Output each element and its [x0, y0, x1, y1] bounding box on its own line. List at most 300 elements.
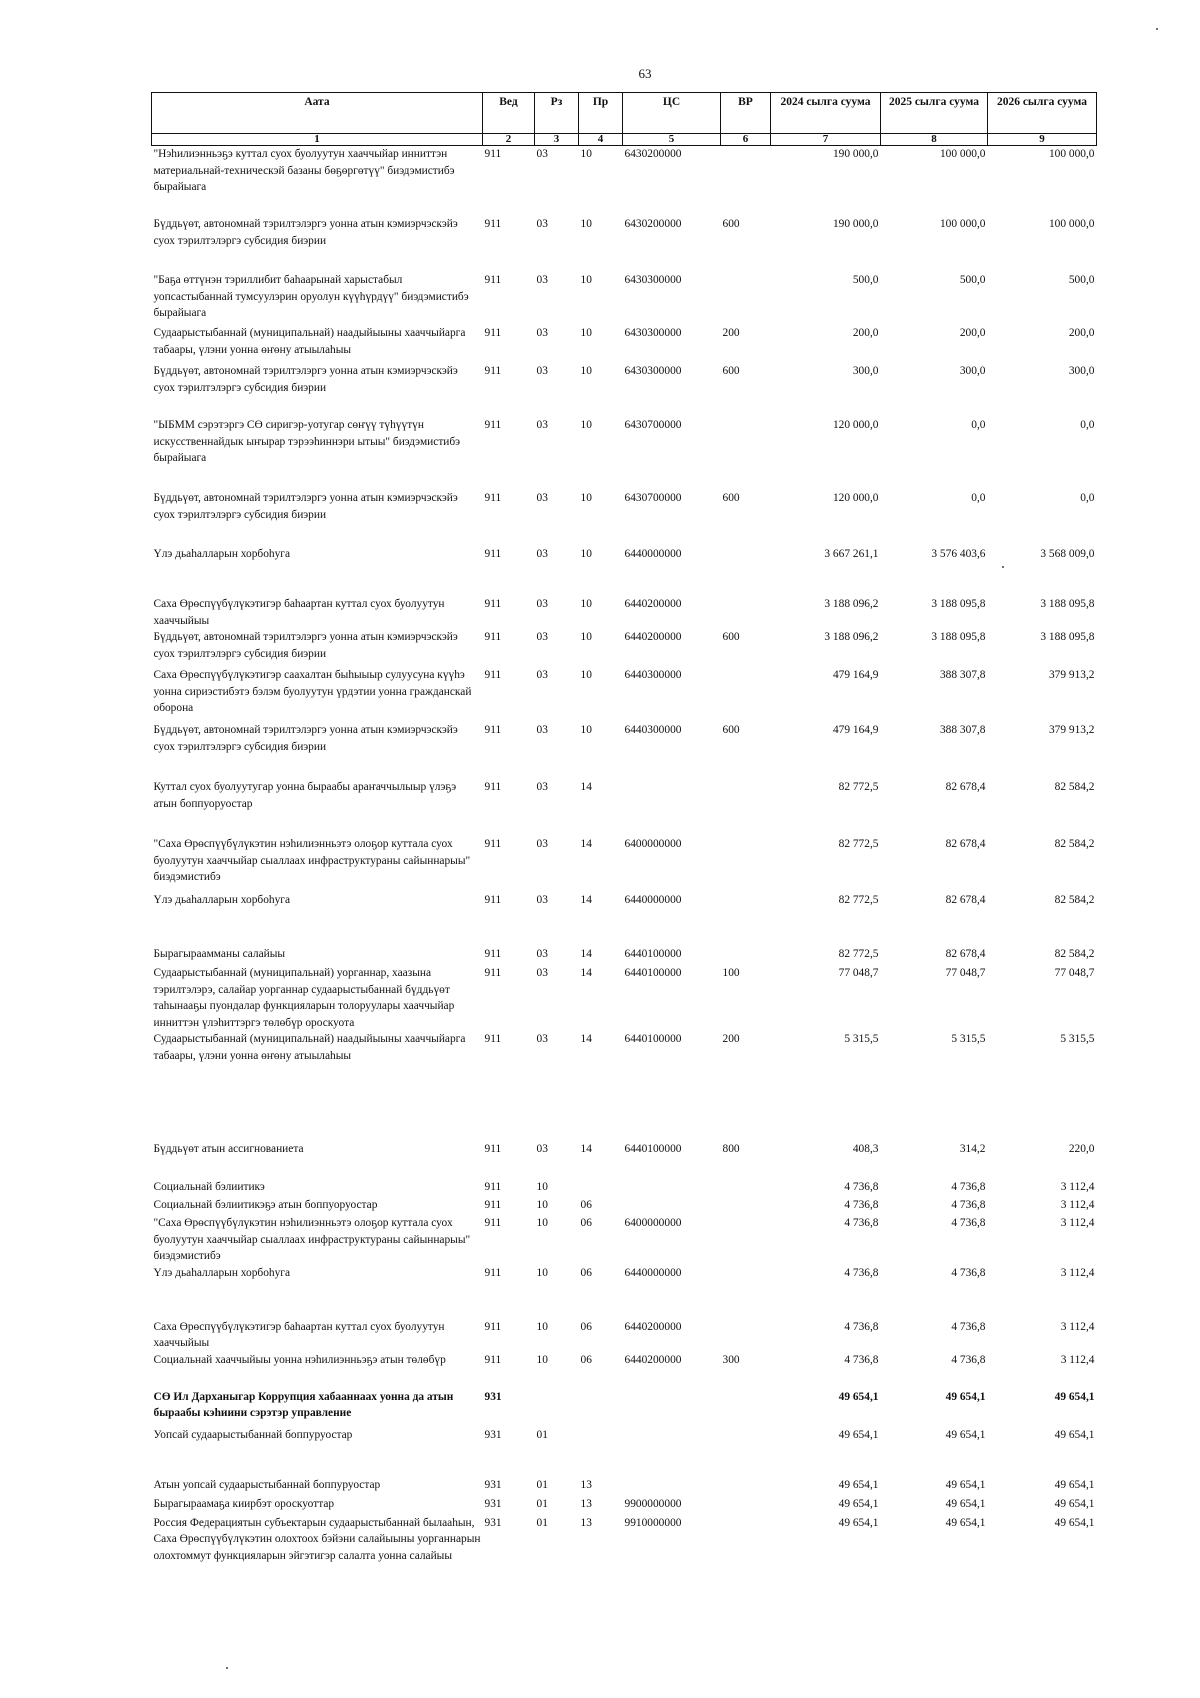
cell-2026: 3 112,4: [1060, 1320, 1095, 1333]
cell-cs: 6440000000: [624, 548, 682, 560]
cell-rz: 01: [536, 1516, 548, 1529]
cell-rz: 10: [536, 1199, 548, 1212]
cell-vr: [721, 1197, 771, 1215]
cell-2024: 4 736,8: [844, 1199, 879, 1212]
cell-pr: [579, 1179, 623, 1197]
cell-ved: 911: [484, 631, 502, 644]
cell-rz: 10: [536, 1266, 548, 1279]
table-row: [152, 946, 1097, 965]
cell-2024: 3 188 096,2: [824, 631, 879, 644]
cell-2025: 49 654,1: [945, 1390, 986, 1403]
cell-2025: 49 654,1: [945, 1516, 986, 1529]
cell-pr: 10: [580, 274, 592, 286]
cell-rz: 01: [536, 1497, 548, 1510]
column-number: 4: [579, 134, 623, 146]
scan-speck: [1002, 566, 1004, 568]
cell-2024: 200,0: [852, 327, 879, 339]
table-row: [152, 1215, 1097, 1265]
cell-cs: [623, 1179, 721, 1197]
cell-2024: 82 772,5: [838, 948, 879, 961]
table-row: [152, 1031, 1097, 1141]
column-header: ЦС: [623, 93, 721, 134]
cell-2025: 82 678,4: [945, 838, 986, 851]
cell-vr: [721, 1427, 771, 1477]
cell-2025: 49 654,1: [945, 1497, 986, 1510]
cell-cs: 6440200000: [624, 631, 682, 644]
cell-ved: 911: [484, 1217, 502, 1230]
column-number: 2: [483, 134, 535, 146]
cell-2025: 82 678,4: [945, 781, 986, 794]
cell-ved: 911: [484, 365, 502, 377]
cell-2026: 100 000,0: [1048, 148, 1095, 160]
cell-pr: 10: [580, 365, 592, 377]
cell-2025: 77 048,7: [945, 967, 986, 980]
cell-vr: 600: [722, 492, 740, 504]
table-header-row: [152, 93, 1097, 134]
cell-2024: 190 000,0: [832, 148, 879, 160]
table-row: [152, 1496, 1097, 1515]
cell-2026: 379 913,2: [1048, 669, 1095, 682]
cell-rz: 03: [536, 492, 548, 504]
cell-2025: 100 000,0: [939, 218, 986, 230]
column-number: 5: [623, 134, 721, 146]
row-name: Бүддьүөт, автономнай тэрилтэлэргэ уонна атын кэмиэрчэскэйэ суох тэрилтэлэргэ субсидия биэрии: [153, 631, 458, 660]
cell-cs: [623, 779, 721, 836]
cell-2024: 120 000,0: [832, 419, 879, 431]
cell-2025: 3 188 095,8: [931, 631, 986, 644]
column-number: 1: [152, 134, 483, 146]
table-row: [152, 722, 1097, 779]
table-row: [152, 1477, 1097, 1496]
row-name: Уопсай судаарыстыбаннай боппуруостар: [153, 1428, 353, 1441]
cell-rz: 10: [536, 1320, 548, 1333]
cell-2025: 0,0: [971, 419, 986, 431]
cell-rz: 03: [536, 1033, 548, 1046]
cell-rz: 03: [536, 148, 548, 160]
cell-2025: 500,0: [959, 274, 986, 286]
cell-ved: 911: [484, 669, 502, 682]
cell-rz: 03: [536, 967, 548, 980]
table-row: [152, 1515, 1097, 1565]
cell-2024: 77 048,7: [838, 967, 879, 980]
row-name: "Саха Өрөспүүбүлүкэтин нэһилиэнньэтэ олоҕор куттала суох буолуутун хааччыйар сыаллаах инфраструктураны сайыннарыы" биэдэмистибэ: [153, 838, 471, 884]
cell-pr: 10: [580, 631, 592, 644]
cell-rz: 03: [536, 598, 548, 610]
cell-cs: 9900000000: [624, 1497, 682, 1510]
cell-2024: 4 736,8: [844, 1181, 879, 1194]
cell-ved: 911: [484, 327, 502, 339]
cell-ved: 911: [484, 598, 502, 610]
cell-rz: 01: [536, 1428, 548, 1441]
cell-ved: 931: [484, 1428, 502, 1441]
cell-vr: [721, 892, 771, 946]
cell-rz: 03: [536, 781, 548, 794]
cell-vr: [721, 1265, 771, 1319]
cell-cs: 6430300000: [624, 327, 682, 339]
row-name: Социальнай хааччыйыы уонна нэһилиэнньэҕэ атын төлөбүр: [153, 1353, 446, 1366]
cell-ved: 911: [484, 1181, 502, 1194]
cell-2026: 3 112,4: [1060, 1217, 1095, 1230]
cell-ved: 911: [484, 274, 502, 286]
row-name: Судаарыстыбаннай (муниципальнай) наадыйыыны хааччыйарга табаары, үлэни уонна өҥөну атыылаһыы: [153, 1033, 466, 1062]
cell-pr: 06: [580, 1320, 592, 1333]
cell-2024: 49 654,1: [838, 1497, 879, 1510]
cell-2026: 500,0: [1068, 274, 1095, 286]
cell-2026: 300,0: [1068, 365, 1095, 377]
table-row: [152, 1179, 1097, 1197]
column-header: Пр: [579, 93, 623, 134]
cell-2024: 49 654,1: [838, 1516, 879, 1529]
cell-vr: [721, 1477, 771, 1496]
scan-speck: [226, 1667, 228, 1669]
cell-2024: 3 188 096,2: [824, 598, 879, 610]
cell-rz: 10: [536, 1353, 548, 1366]
cell-ved: 911: [484, 967, 502, 980]
cell-pr: 10: [580, 218, 592, 230]
cell-2026: 200,0: [1068, 327, 1095, 339]
cell-pr: 10: [580, 419, 592, 431]
cell-2026: 3 568 009,0: [1040, 548, 1095, 560]
cell-rz: 03: [536, 1143, 548, 1156]
cell-2025: 82 678,4: [945, 894, 986, 907]
cell-ved: 911: [484, 724, 502, 737]
cell-pr: 14: [580, 1143, 592, 1156]
cell-2025: 200,0: [959, 327, 986, 339]
cell-vr: [721, 146, 771, 217]
cell-pr: 14: [580, 894, 592, 907]
table-row: [152, 363, 1097, 417]
cell-vr: [721, 667, 771, 722]
cell-rz: 10: [536, 1217, 548, 1230]
row-name: СӨ Ил Дарханыгар Коррупция хабааннаах уонна да атын быраабы кэһиини сэрэтэр управление: [153, 1390, 454, 1420]
cell-rz: 03: [536, 419, 548, 431]
cell-2025: 100 000,0: [939, 148, 986, 160]
cell-pr: 14: [580, 967, 592, 980]
cell-rz: 03: [536, 327, 548, 339]
cell-vr: [721, 596, 771, 629]
column-number: 6: [721, 134, 771, 146]
cell-vr: [721, 1179, 771, 1197]
cell-rz: 03: [536, 669, 548, 682]
row-name: Саха Өрөспүүбүлүкэтигэр саахалтан быһыыыр сулуусуна күүһэ уонна сириэстибэтэ бэлэм буолуутун үрдэтии уонна гражданскай оборона: [153, 669, 472, 715]
cell-vr: 100: [722, 967, 740, 980]
row-name: Үлэ дьаһалларын хорбоһуга: [153, 548, 291, 560]
table-row: [152, 1141, 1097, 1179]
cell-2024: 4 736,8: [844, 1217, 879, 1230]
cell-2026: 49 654,1: [1054, 1497, 1095, 1510]
cell-2025: 4 736,8: [951, 1320, 986, 1333]
cell-ved: 911: [484, 1266, 502, 1279]
cell-cs: 6400000000: [624, 838, 682, 851]
column-number: 8: [881, 134, 988, 146]
cell-ved: 911: [484, 894, 502, 907]
row-name: "Нэһилиэнньэҕэ куттал суох буолуутун хааччыйар инниттэн материальнай-техническэй базаны бөҕөргөтүү" биэдэмистибэ бырайыага: [153, 148, 455, 194]
row-name: Бүддьүөт атын ассигнованиета: [153, 1143, 304, 1156]
cell-cs: 6440000000: [624, 894, 682, 907]
column-header: ВР: [721, 93, 771, 134]
table-row: [152, 417, 1097, 490]
row-name: Судаарыстыбаннай (муниципальнай) уорганнар, хаазына тэрилтэлэрэ, салайар уорганнар судаарыстыбаннай бүддьүөт таһынааҕы пуондалар функцияларын толоруулары хааччыйар инниттэн үлэһиттэргэ төлөбүр ороскуота: [153, 967, 455, 1029]
cell-2025: 0,0: [971, 492, 986, 504]
table-row: [152, 490, 1097, 546]
row-name: Бүддьүөт, автономнай тэрилтэлэргэ уонна атын кэмиэрчэскэйэ суох тэрилтэлэргэ субсидия биэрии: [153, 365, 458, 394]
row-name: Үлэ дьаһалларын хорбоһуга: [153, 1266, 291, 1279]
row-name: Атын уопсай судаарыстыбаннай боппуруостар: [153, 1478, 381, 1491]
cell-ved: 911: [484, 218, 502, 230]
cell-2024: 82 772,5: [838, 781, 879, 794]
table-row: [152, 1319, 1097, 1352]
cell-ved: 911: [484, 548, 502, 560]
cell-pr: 06: [580, 1199, 592, 1212]
cell-2026: 3 112,4: [1060, 1199, 1095, 1212]
cell-rz: 03: [536, 365, 548, 377]
row-name: Бүддьүөт, автономнай тэрилтэлэргэ уонна атын кэмиэрчэскэйэ суох тэрилтэлэргэ субсидия биэрии: [153, 724, 458, 753]
row-name: Бырагыраамаҕа киирбэт ороскуоттар: [153, 1497, 335, 1510]
cell-cs: 6440300000: [624, 724, 682, 737]
cell-pr: 10: [580, 724, 592, 737]
cell-pr: 13: [580, 1478, 592, 1491]
cell-2025: 3 576 403,6: [931, 548, 986, 560]
cell-cs: 6400000000: [624, 1217, 682, 1230]
cell-rz: 03: [536, 838, 548, 851]
cell-2026: 82 584,2: [1054, 894, 1095, 907]
cell-2024: 4 736,8: [844, 1320, 879, 1333]
table-row: [152, 892, 1097, 946]
cell-pr: 10: [580, 669, 592, 682]
cell-vr: [721, 1215, 771, 1265]
cell-cs: 6430200000: [624, 218, 682, 230]
cell-pr: 10: [580, 327, 592, 339]
table-body: [152, 146, 1097, 1565]
cell-cs: 6430200000: [624, 148, 682, 160]
cell-rz: 03: [536, 218, 548, 230]
cell-rz: 10: [536, 1181, 548, 1194]
cell-2025: 388 307,8: [939, 669, 986, 682]
table-row: [152, 965, 1097, 1031]
cell-pr: 10: [580, 492, 592, 504]
cell-vr: 600: [722, 631, 740, 644]
cell-2026: 3 112,4: [1060, 1266, 1095, 1279]
cell-2026: 82 584,2: [1054, 948, 1095, 961]
cell-2025: 49 654,1: [945, 1478, 986, 1491]
cell-ved: 931: [484, 1390, 502, 1403]
cell-2024: 120 000,0: [832, 492, 879, 504]
cell-vr: 600: [722, 724, 740, 737]
cell-2024: 3 667 261,1: [824, 548, 879, 560]
cell-2024: 49 654,1: [838, 1428, 879, 1441]
row-name: Үлэ дьаһалларын хорбоһуга: [153, 894, 291, 907]
cell-cs: [623, 1427, 721, 1477]
row-name: "ЫБММ сэрэтэргэ СӨ сиригэр-уотугар сөҥүү түһүүтүн искусственнайдык ыҥырар тэрээһиннэри ытыы" биэдэмистибэ бырайыага: [153, 419, 461, 465]
cell-2026: 0,0: [1080, 419, 1095, 431]
cell-2024: 479 164,9: [832, 669, 879, 682]
table-row: [152, 836, 1097, 892]
cell-rz: 03: [536, 631, 548, 644]
cell-2026: 3 112,4: [1060, 1181, 1095, 1194]
row-name: Бүддьүөт, автономнай тэрилтэлэргэ уонна атын кэмиэрчэскэйэ суох тэрилтэлэргэ субсидия биэрии: [153, 218, 458, 247]
cell-vr: [721, 1319, 771, 1352]
table-row: [152, 272, 1097, 325]
column-header: 2025 сылга суума: [881, 93, 988, 134]
cell-cs: [623, 1389, 721, 1427]
cell-2025: 49 654,1: [945, 1428, 986, 1441]
cell-vr: 200: [722, 327, 740, 339]
cell-2024: 408,3: [852, 1143, 879, 1156]
table-row: [152, 1197, 1097, 1215]
cell-vr: [721, 417, 771, 490]
cell-vr: [721, 1496, 771, 1515]
cell-ved: 931: [484, 1497, 502, 1510]
cell-ved: 911: [484, 148, 502, 160]
table-row: [152, 216, 1097, 272]
row-name: Саха Өрөспүүбүлүкэтигэр баһаартан куттал суох буолуутун хааччыйыы: [153, 1320, 445, 1350]
row-name: Судаарыстыбаннай (муниципальнай) наадыйыыны хааччыйарга табаары, үлэни уонна өҥөну атыылаһыы: [153, 327, 466, 356]
cell-pr: 10: [580, 148, 592, 160]
row-name: Куттал суох буолуутугар уонна быраабы араҥаччылыыр үлэҕэ атын боппуоруостар: [153, 781, 457, 810]
row-name: Бүддьүөт, автономнай тэрилтэлэргэ уонна атын кэмиэрчэскэйэ суох тэрилтэлэргэ субсидия биэрии: [153, 492, 458, 521]
cell-cs: 6440200000: [624, 1353, 682, 1366]
cell-2024: 49 654,1: [838, 1478, 879, 1491]
cell-pr: 13: [580, 1497, 592, 1510]
table-row: [152, 546, 1097, 596]
cell-vr: [721, 546, 771, 596]
table-row: [152, 325, 1097, 363]
cell-cs: 6440100000: [624, 948, 682, 961]
cell-ved: 931: [484, 1516, 502, 1529]
cell-2026: 49 654,1: [1054, 1478, 1095, 1491]
table-row: [152, 629, 1097, 667]
row-name: Саха Өрөспүүбүлүкэтигэр баһаартан куттал суох буолуутун хааччыйыы: [153, 598, 445, 627]
cell-ved: 911: [484, 781, 502, 794]
cell-rz: [535, 1389, 579, 1427]
cell-pr: 14: [580, 781, 592, 794]
cell-pr: 06: [580, 1353, 592, 1366]
table-row: [152, 1265, 1097, 1319]
cell-rz: 01: [536, 1478, 548, 1491]
cell-cs: 6440200000: [624, 1320, 682, 1333]
cell-vr: [721, 1515, 771, 1565]
cell-2025: 5 315,5: [951, 1033, 986, 1046]
cell-2024: 49 654,1: [838, 1390, 879, 1403]
cell-cs: [623, 1197, 721, 1215]
cell-2026: 82 584,2: [1054, 838, 1095, 851]
cell-vr: 600: [722, 365, 740, 377]
cell-pr: 06: [580, 1266, 592, 1279]
cell-ved: 911: [484, 1033, 502, 1046]
cell-vr: [721, 946, 771, 965]
cell-pr: 13: [580, 1516, 592, 1529]
cell-ved: 911: [484, 1353, 502, 1366]
cell-2024: 500,0: [852, 274, 879, 286]
cell-cs: 6440200000: [624, 598, 682, 610]
table-row: [152, 596, 1097, 629]
cell-2024: 5 315,5: [844, 1033, 879, 1046]
cell-2026: 3 112,4: [1060, 1353, 1095, 1366]
cell-cs: 6430700000: [624, 492, 682, 504]
row-name: Бырагыраамманы салайыы: [153, 948, 286, 961]
cell-2026: 379 913,2: [1048, 724, 1095, 737]
cell-cs: 6440300000: [624, 669, 682, 682]
cell-cs: 6440100000: [624, 967, 682, 980]
cell-2025: 300,0: [959, 365, 986, 377]
cell-pr: [579, 1427, 623, 1477]
row-name: Социальнай бэлиитикэҕэ атын боппуоруостар: [153, 1199, 378, 1212]
cell-ved: 911: [484, 1143, 502, 1156]
table-row: [152, 1352, 1097, 1389]
cell-cs: 6440100000: [624, 1143, 682, 1156]
cell-pr: 14: [580, 838, 592, 851]
scan-speck: [1156, 28, 1158, 30]
cell-pr: [579, 1389, 623, 1427]
cell-2025: 4 736,8: [951, 1217, 986, 1230]
cell-2024: 300,0: [852, 365, 879, 377]
cell-2026: 5 315,5: [1060, 1033, 1095, 1046]
row-name: Социальнай бэлиитикэ: [153, 1181, 265, 1194]
cell-2026: 3 188 095,8: [1040, 631, 1095, 644]
cell-2026: 49 654,1: [1054, 1428, 1095, 1441]
cell-ved: 911: [484, 419, 502, 431]
cell-2025: 4 736,8: [951, 1199, 986, 1212]
cell-ved: 911: [484, 1199, 502, 1212]
cell-2026: 100 000,0: [1048, 218, 1095, 230]
row-name: Россия Федерациятын субъектарын судаарыстыбаннай былааһын, Саха Өрөспүүбүлүкэтин олохтоох бэйэни салайыыны уорганнарын олохтоммут функцияларын эйгэтигэр салалта уонна салайыы: [153, 1516, 481, 1562]
cell-2024: 82 772,5: [838, 838, 879, 851]
cell-vr: 300: [722, 1353, 740, 1366]
page-number: 63: [638, 66, 652, 81]
row-name: "Саха Өрөспүүбүлүкэтин нэһилиэнньэтэ олоҕор куттала суох буолуутун хааччыйар сыаллаах инфраструктураны сайыннарыы" биэдэмистибэ: [153, 1217, 471, 1263]
cell-2025: 314,2: [959, 1143, 986, 1156]
column-header: 2026 сылга суума: [988, 93, 1097, 134]
cell-2024: 4 736,8: [844, 1266, 879, 1279]
row-name: "Баҕа өттүнэн тэриллибит баһаарынай харыстабыл уопсастыбаннай тумсуулэрин оруолун күүһүрдүү" биэдэмистибэ бырайыага: [153, 274, 469, 320]
cell-vr: [721, 779, 771, 836]
table-row: [152, 667, 1097, 722]
cell-2026: 220,0: [1068, 1143, 1095, 1156]
column-header: Аата: [152, 93, 483, 134]
cell-2026: 77 048,7: [1054, 967, 1095, 980]
cell-rz: 03: [536, 548, 548, 560]
cell-pr: 14: [580, 948, 592, 961]
cell-vr: [721, 1389, 771, 1427]
table-row: [152, 779, 1097, 836]
cell-vr: 800: [722, 1143, 740, 1156]
budget-table: [151, 92, 1097, 1564]
column-number: 9: [988, 134, 1097, 146]
cell-rz: 03: [536, 274, 548, 286]
column-number: 3: [535, 134, 579, 146]
cell-pr: 10: [580, 598, 592, 610]
cell-ved: 911: [484, 838, 502, 851]
cell-2024: 82 772,5: [838, 894, 879, 907]
cell-vr: [721, 272, 771, 325]
cell-2025: 4 736,8: [951, 1266, 986, 1279]
cell-ved: 911: [484, 948, 502, 961]
cell-vr: 600: [722, 218, 740, 230]
cell-rz: 03: [536, 724, 548, 737]
cell-2024: 4 736,8: [844, 1353, 879, 1366]
cell-rz: 03: [536, 948, 548, 961]
cell-2025: 82 678,4: [945, 948, 986, 961]
cell-2025: 3 188 095,8: [931, 598, 986, 610]
cell-cs: 6430300000: [624, 274, 682, 286]
column-header: Рз: [535, 93, 579, 134]
cell-2026: 49 654,1: [1054, 1390, 1095, 1403]
column-number-row: [152, 134, 1097, 146]
table-row: [152, 146, 1097, 217]
cell-cs: 9910000000: [624, 1516, 682, 1529]
cell-cs: [623, 1477, 721, 1496]
cell-pr: 14: [580, 1033, 592, 1046]
